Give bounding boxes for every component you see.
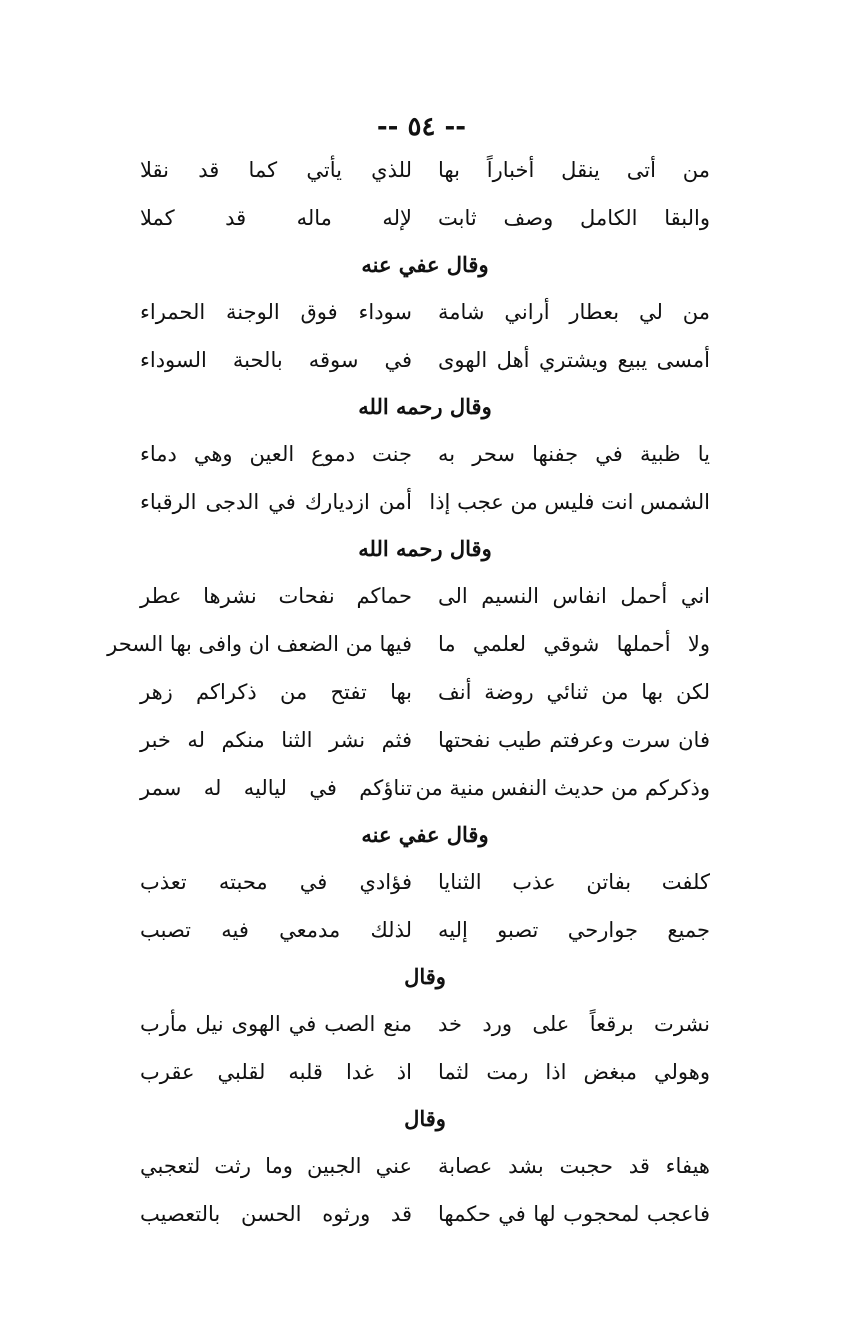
second-hemistich: فيها من الضعف ان وافى بها السحر: [107, 632, 412, 656]
second-hemistich: في سوقه بالحبة السوداء: [140, 348, 412, 372]
second-hemistich: سوداء فوق الوجنة الحمراء: [140, 300, 412, 324]
first-hemistich: الشمس انت فليس من عجب إذا: [429, 490, 710, 514]
second-hemistich: بها تفتح من ذكراكم زهر: [140, 680, 412, 704]
second-hemistich: فثم نشر الثنا منكم له خبر: [140, 728, 412, 752]
second-hemistich: اذ غدا قلبه لقلبي عقرب: [140, 1060, 412, 1084]
second-hemistich: أمن ازديارك في الدجى الرقباء: [140, 490, 412, 514]
first-hemistich: ولا أحملها شوقي لعلمي ما: [438, 632, 710, 656]
verse-line: [140, 1000, 710, 1048]
verse-line: [140, 1190, 710, 1238]
first-hemistich: وذكركم من حديث النفس منية من: [415, 776, 710, 800]
section-heading: وقال رحمه الله: [358, 536, 492, 561]
second-hemistich: للذي يأتي كما قد نقلا: [140, 158, 412, 182]
verse-line: [140, 764, 710, 812]
second-hemistich: تناؤكم في لياليه له سمر: [140, 776, 412, 800]
first-hemistich: فان سرت وعرفتم طيب نفحتها: [438, 728, 710, 752]
verse-line: [107, 620, 710, 668]
verse-line: [140, 668, 710, 716]
page-number: -- ٥٤ --: [376, 112, 467, 142]
first-hemistich: أمسى يبيع ويشتري أهل الهوى: [438, 348, 710, 372]
verse-line: [140, 1142, 710, 1190]
verse-line: [140, 858, 710, 906]
second-hemistich: لذلك مدمعي فيه تصبب: [140, 918, 412, 942]
verse-line: [140, 906, 710, 954]
first-hemistich: نشرت برقعاً على ورد خد: [438, 1012, 710, 1036]
first-hemistich: والبقا الكامل وصف ثابت: [438, 206, 710, 230]
verse-line: [140, 146, 710, 194]
second-hemistich: حماكم نفحات نشرها عطر: [140, 584, 412, 608]
section-heading: وقال عفي عنه: [361, 822, 489, 847]
second-hemistich: منع الصب في الهوى نيل مأرب: [140, 1012, 412, 1036]
first-hemistich: من أتى ينقل أخباراً بها: [438, 158, 710, 182]
section-heading: وقال عفي عنه: [361, 252, 489, 277]
second-hemistich: جنت دموع العين وهي دماء: [140, 442, 412, 466]
second-hemistich: فؤادي في محبته تعذب: [140, 870, 412, 894]
second-hemistich: لإله ماله قد كملا: [140, 206, 412, 230]
first-hemistich: من لي بعطار أراني شامة: [438, 300, 710, 324]
verse-line: [140, 716, 710, 764]
second-hemistich: عني الجبين وما رثت لتعجبي: [140, 1154, 412, 1178]
first-hemistich: هيفاء قد حجبت بشد عصابة: [438, 1154, 710, 1178]
first-hemistich: لكن بها من ثنائي روضة أنف: [438, 680, 710, 704]
first-hemistich: اني أحمل انفاس النسيم الى: [438, 584, 710, 608]
verse-line: [140, 478, 710, 526]
verse-line: [140, 194, 710, 242]
verse-line: [140, 1048, 710, 1096]
poem-content: [107, 146, 710, 1238]
verse-line: [140, 336, 710, 384]
first-hemistich: كلفت بفاتن عذب الثنايا: [438, 870, 710, 894]
first-hemistich: فاعجب لمحجوب لها في حكمها: [438, 1202, 710, 1226]
section-heading: وقال رحمه الله: [358, 394, 492, 419]
verse-line: [140, 572, 710, 620]
first-hemistich: وهولي مبغض اذا رمت لثما: [438, 1060, 710, 1084]
verse-line: [140, 288, 710, 336]
second-hemistich: قد ورثوه الحسن بالتعصيب: [140, 1202, 412, 1226]
first-hemistich: يا ظبية في جفنها سحر به: [438, 442, 710, 466]
verse-line: [140, 430, 710, 478]
section-heading: وقال: [404, 1106, 446, 1131]
section-heading: وقال: [404, 964, 446, 989]
first-hemistich: جميع جوارحي تصبو إليه: [438, 918, 710, 942]
